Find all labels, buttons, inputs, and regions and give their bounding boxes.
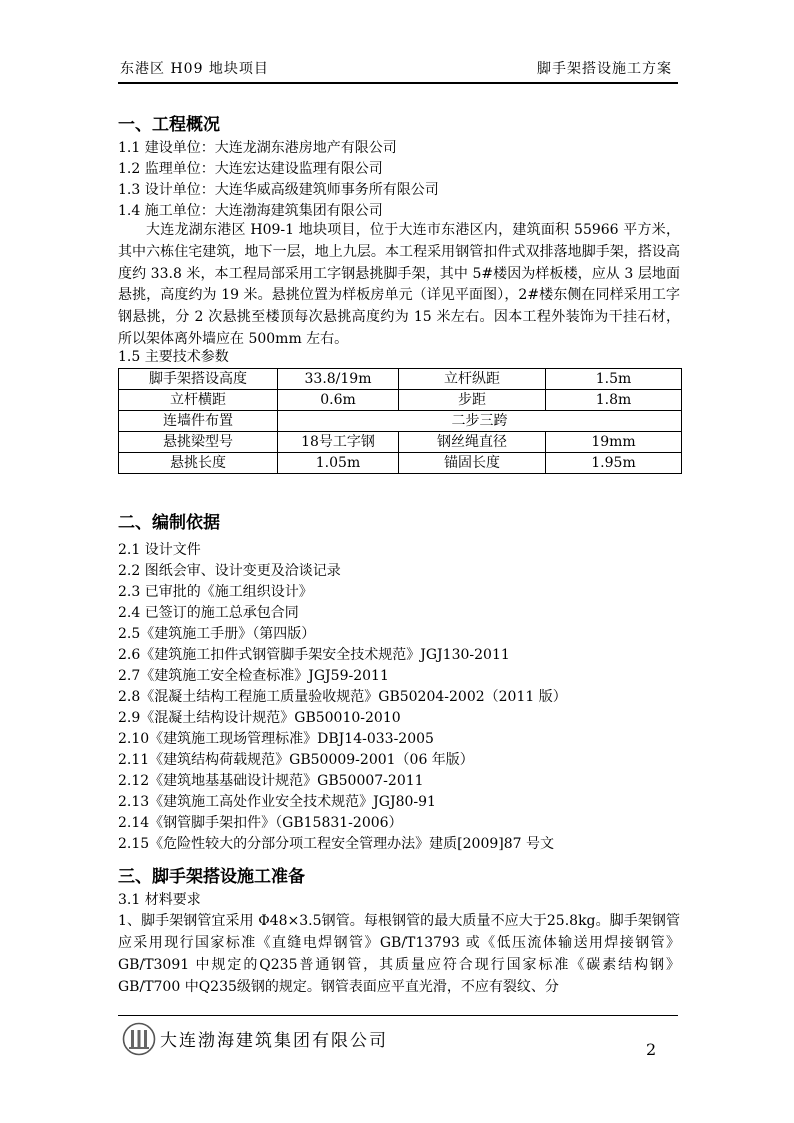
page-header	[118, 56, 678, 84]
list-item: 2.1 设计文件	[118, 542, 201, 558]
table-cell: 脚手架搭设高度	[119, 369, 278, 390]
section-2-title: 二、编制依据	[118, 513, 220, 533]
list-item: 2.6《建筑施工扣件式钢管脚手架安全技术规范》JGJ130-2011	[118, 647, 510, 663]
table-cell: 悬挑长度	[119, 453, 278, 474]
table-cell: 立杆横距	[119, 390, 278, 411]
table-cell: 1.8m	[546, 390, 682, 411]
company-logo-icon	[122, 1022, 156, 1056]
table-row	[119, 432, 682, 453]
table-cell: 1.5m	[546, 369, 682, 390]
list-item: 2.7《建筑施工安全检查标准》JGJ59-2011	[118, 668, 389, 684]
list-item: 2.3 已审批的《施工组织设计》	[118, 584, 313, 600]
subsection-title: 3.1 材料要求	[118, 892, 201, 908]
materials-paragraph: 1、脚手架钢管宜采用 Φ48×3.5钢管。每根钢管的最大质量不应大于25.8kg。脚手架钢管应采用现行国家标准《直缝电焊钢管》GB/T13793 或《低压流体输送用焊接钢管》GB/T3091 中规定的Q235普通钢管，其质量应符合现行国家标准《碳素结构钢》GB/T700 中Q235级钢的规定。钢管表面应平直光滑，不应有裂纹、分	[118, 913, 680, 995]
list-item: 2.13《建筑施工高处作业安全技术规范》JGJ80-91	[118, 794, 436, 810]
table-row	[119, 369, 682, 390]
table-cell: 33.8/19m	[278, 369, 399, 390]
table-cell: 连墙件布置	[119, 411, 278, 432]
overview-paragraph: 大连龙湖东港区 H09-1 地块项目，位于大连市东港区内，建筑面积 55966 平方米，其中六栋住宅建筑，地下一层，地上九层。本工程采用钢管扣件式双排落地脚手架，搭设高度约 33.8 米，本工程局部采用工字钢悬挑脚手架，其中 5#楼因为样板楼，应从 3 层地面悬挑，高度约为 19 米。悬挑位置为样板房单元（详见平面图），2#楼东侧在同样采用工字钢悬挑，分 2 次悬挑至楼顶每次悬挑高度约为 15 米左右。因本工程外装饰为干挂石材，所以架体离外墙应在 500mm 左右。	[118, 222, 680, 347]
header-doc-title: 脚手架搭设施工方案	[537, 61, 672, 77]
list-item: 2.15《危险性较大的分部分项工程安全管理办法》建质[2009]87 号文	[118, 836, 554, 852]
list-item: 1.2 监理单位：大连宏达建设监理有限公司	[118, 161, 383, 177]
params-table	[118, 368, 682, 474]
table-cell: 1.95m	[546, 453, 682, 474]
list-item: 2.5《建筑施工手册》（第四版）	[118, 626, 316, 642]
list-item: 2.9《混凝土结构设计规范》GB50010-2010	[118, 710, 401, 726]
list-item: 1.4 施工单位：大连渤海建筑集团有限公司	[118, 203, 383, 219]
list-item: 2.10《建筑施工现场管理标准》DBJ14-033-2005	[118, 731, 434, 747]
table-row	[119, 411, 682, 432]
table-cell: 悬挑梁型号	[119, 432, 278, 453]
table-cell: 二步三跨	[278, 411, 682, 432]
table-cell: 立杆纵距	[399, 369, 546, 390]
table-cell: 0.6m	[278, 390, 399, 411]
table-row	[119, 453, 682, 474]
table-cell: 19mm	[546, 432, 682, 453]
header-project-name: 东港区 H09 地块项目	[120, 61, 269, 77]
table-cell: 锚固长度	[399, 453, 546, 474]
list-item: 2.12《建筑地基基础设计规范》GB50007-2011	[118, 773, 424, 789]
page-number: 2	[646, 1040, 657, 1059]
list-item: 2.8《混凝土结构工程施工质量验收规范》GB50204-2002（2011 版）	[118, 689, 567, 705]
list-item: 1.1 建设单位：大连龙湖东港房地产有限公司	[118, 140, 397, 156]
list-item: 2.2 图纸会审、设计变更及洽谈记录	[118, 563, 341, 579]
table-row	[119, 390, 682, 411]
footer-rule	[118, 1015, 678, 1016]
list-item: 2.14《钢管脚手架扣件》（GB15831-2006）	[118, 815, 403, 831]
list-item: 2.4 已签订的施工总承包合同	[118, 605, 299, 621]
section-3-title: 三、脚手架搭设施工准备	[118, 867, 305, 887]
table-cell: 步距	[399, 390, 546, 411]
list-item: 2.11《建筑结构荷载规范》GB50009-2001（06 年版）	[118, 752, 474, 768]
table-cell: 1.05m	[278, 453, 399, 474]
params-title: 1.5 主要技术参数	[118, 349, 229, 365]
section-1-title: 一、工程概况	[118, 115, 220, 135]
footer-company-name: 大连渤海建筑集团有限公司	[160, 1031, 388, 1051]
table-cell: 钢丝绳直径	[399, 432, 546, 453]
list-item: 1.3 设计单位：大连华威高级建筑师事务所有限公司	[118, 182, 439, 198]
table-cell: 18号工字钢	[278, 432, 399, 453]
